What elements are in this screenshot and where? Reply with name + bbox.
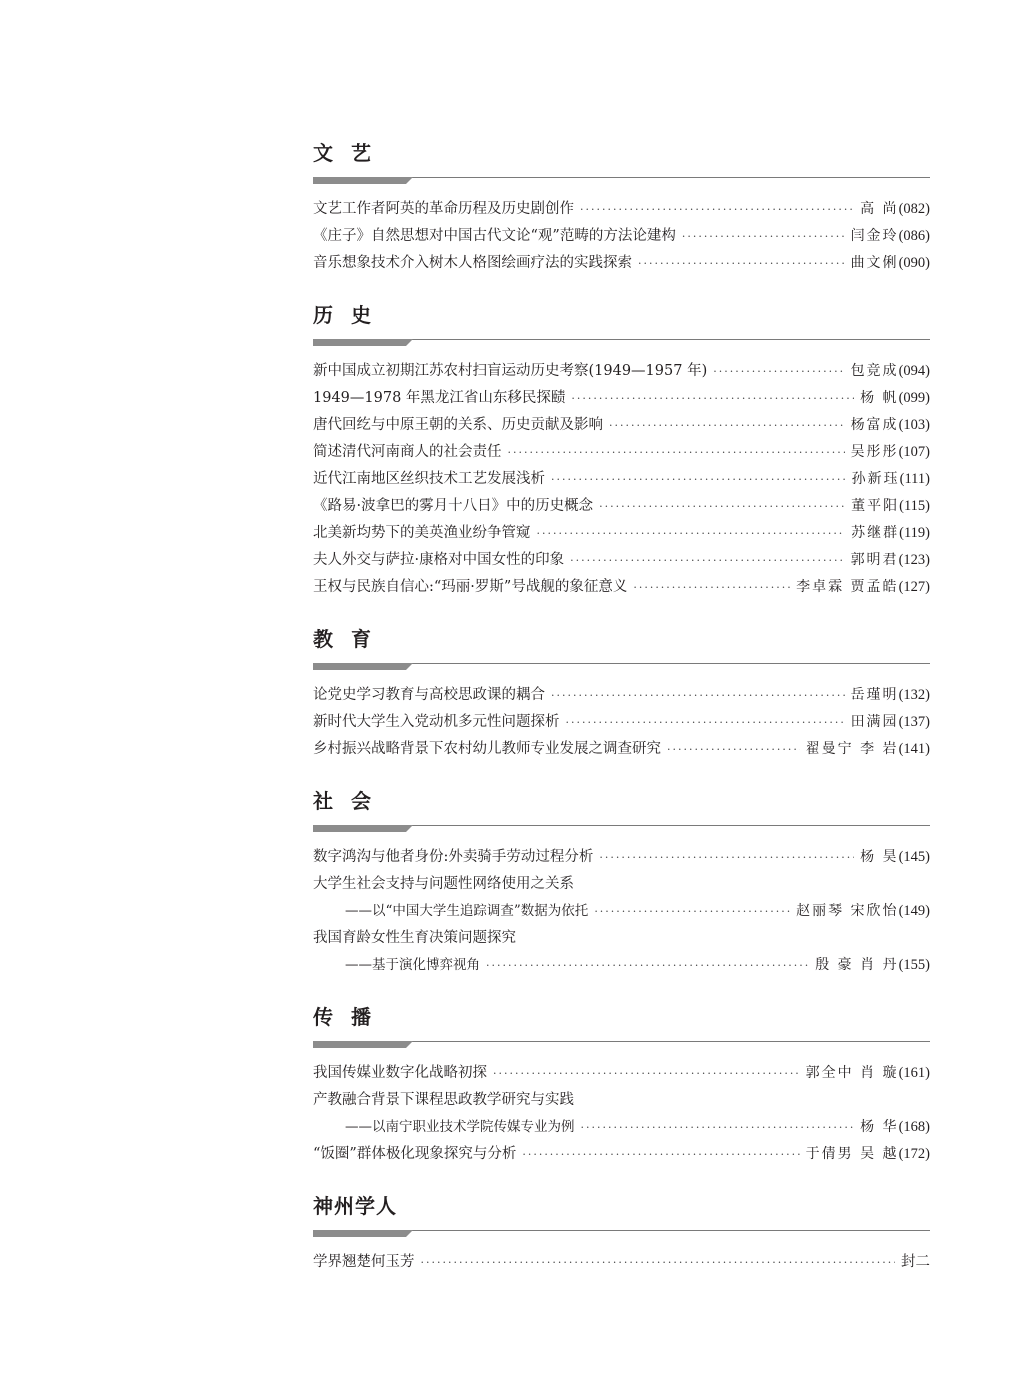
rule-tab bbox=[313, 339, 413, 346]
toc-section bbox=[313, 786, 930, 980]
toc-entry bbox=[313, 926, 930, 953]
toc-entry bbox=[313, 710, 930, 737]
toc-entry bbox=[313, 386, 930, 413]
entry-authors: 郭全中 肖 璇 bbox=[805, 1065, 899, 1081]
leader-dots bbox=[537, 527, 846, 540]
section-title: 历史 bbox=[313, 303, 389, 327]
entry-title: 大学生社会支持与问题性网络使用之关系 bbox=[313, 876, 574, 892]
entry-authors: 包竞成 bbox=[850, 363, 899, 379]
rule-tab bbox=[313, 1230, 413, 1237]
entry-title: 1949—1978 年黑龙江省山东移民探赜 bbox=[313, 390, 566, 406]
toc-entry bbox=[313, 521, 930, 548]
entry-authors: 杨富成 bbox=[850, 417, 899, 433]
leader-dots bbox=[571, 392, 854, 405]
entry-page: ( 119 ) bbox=[899, 525, 930, 542]
rule-tab bbox=[313, 663, 413, 670]
entry-title: 新时代大学生入党动机多元性问题探析 bbox=[313, 714, 560, 730]
toc-entry bbox=[313, 737, 930, 764]
entry-authors: 闫金玲 bbox=[850, 228, 899, 244]
section-rule bbox=[313, 825, 930, 833]
entry-page: ( 155 ) bbox=[899, 957, 930, 974]
entry-authors: 翟曼宁 李 岩 bbox=[805, 741, 899, 757]
entry-page: ( 107 ) bbox=[899, 444, 930, 461]
entry-title: “饭圈”群体极化现象探究与分析 bbox=[313, 1146, 517, 1162]
leader-dots bbox=[633, 581, 790, 594]
entry-page: ( 082 ) bbox=[899, 201, 930, 218]
entry-title: 音乐想象技术介入树木人格图绘画疗法的实践探索 bbox=[313, 255, 632, 271]
entry-title: 王权与民族自信心:“玛丽·罗斯”号战舰的象征意义 bbox=[313, 579, 628, 595]
section-title: 文艺 bbox=[313, 141, 389, 165]
toc-entry bbox=[313, 953, 930, 980]
section-rule bbox=[313, 339, 930, 347]
toc-entry bbox=[313, 872, 930, 899]
entry-title: 《庄子》自然思想对中国古代文论“观”范畴的方法论建构 bbox=[313, 228, 676, 244]
section-title: 教育 bbox=[313, 627, 389, 651]
toc-entry bbox=[313, 494, 930, 521]
leader-dots bbox=[682, 230, 845, 243]
entry-authors: 杨 帆 bbox=[860, 390, 899, 406]
entry-title: 乡村振兴战略背景下农村幼儿教师专业发展之调查研究 bbox=[313, 741, 661, 757]
entry-title: 简述清代河南商人的社会责任 bbox=[313, 444, 502, 460]
leader-dots bbox=[551, 689, 845, 702]
entry-page: ( 149 ) bbox=[899, 903, 930, 920]
toc-entry bbox=[313, 467, 930, 494]
rule-tab bbox=[313, 1041, 413, 1048]
toc-entry bbox=[313, 683, 930, 710]
toc-entry bbox=[313, 197, 930, 224]
entry-authors: 杨 昊 bbox=[860, 849, 899, 865]
leader-dots bbox=[667, 743, 800, 756]
entry-page: 封二 bbox=[901, 1254, 930, 1270]
section-title: 神州学人 bbox=[313, 1194, 397, 1218]
entry-page: ( 115 ) bbox=[899, 498, 930, 515]
entry-page: ( 168 ) bbox=[899, 1119, 930, 1136]
section-rule bbox=[313, 1041, 930, 1049]
entry-authors: 苏继群 bbox=[851, 525, 900, 541]
entry-authors: 岳瑾明 bbox=[850, 687, 899, 703]
entry-authors: 曲文俐 bbox=[850, 255, 899, 271]
entry-title: 近代江南地区丝织技术工艺发展浅析 bbox=[313, 471, 545, 487]
entry-title: 我国传媒业数字化战略初探 bbox=[313, 1065, 487, 1081]
entry-title: 产教融合背景下课程思政教学研究与实践 bbox=[313, 1092, 574, 1108]
entry-title: 论党史学习教育与高校思政课的耦合 bbox=[313, 687, 545, 703]
table-of-contents bbox=[313, 138, 930, 1299]
entry-page: ( 127 ) bbox=[899, 579, 930, 596]
leader-dots bbox=[486, 959, 809, 972]
entry-title: ——基于演化博弈视角 bbox=[345, 957, 480, 973]
entry-authors: 田满园 bbox=[850, 714, 899, 730]
toc-entry bbox=[313, 251, 930, 278]
leader-dots bbox=[493, 1067, 800, 1080]
leader-dots bbox=[638, 257, 845, 270]
rule-tab bbox=[313, 177, 413, 184]
toc-entry bbox=[313, 413, 930, 440]
entry-authors: 吴彤彤 bbox=[850, 444, 899, 460]
leader-dots bbox=[551, 473, 846, 486]
section-rule bbox=[313, 177, 930, 185]
section-rule bbox=[313, 663, 930, 671]
toc-section bbox=[313, 624, 930, 764]
toc-section bbox=[313, 300, 930, 602]
entry-page: ( 090 ) bbox=[899, 255, 930, 272]
toc-entry bbox=[313, 440, 930, 467]
leader-dots bbox=[609, 419, 845, 432]
entry-authors: 杨 华 bbox=[860, 1119, 899, 1135]
entry-page: ( 099 ) bbox=[899, 390, 930, 407]
entry-page: ( 123 ) bbox=[899, 552, 930, 569]
entry-title: 新中国成立初期江苏农村扫盲运动历史考察(1949—1957 年) bbox=[313, 363, 708, 379]
entry-page: ( 145 ) bbox=[899, 849, 930, 866]
entry-authors: 殷 豪 肖 丹 bbox=[815, 957, 899, 973]
entry-authors: 郭明君 bbox=[850, 552, 899, 568]
leader-dots bbox=[566, 716, 845, 729]
entry-authors: 李卓霖 贾孟皓 bbox=[796, 579, 899, 595]
leader-dots bbox=[581, 1121, 855, 1134]
leader-dots bbox=[713, 365, 844, 378]
entry-authors: 于倩男 吴 越 bbox=[805, 1146, 899, 1162]
entry-title: 唐代回纥与中原王朝的关系、历史贡献及影响 bbox=[313, 417, 603, 433]
entry-title: ——以南宁职业技术学院传媒专业为例 bbox=[345, 1119, 575, 1135]
entry-authors: 董平阳 bbox=[851, 498, 900, 514]
entry-title: 数字鸿沟与他者身份:外卖骑手劳动过程分析 bbox=[313, 849, 594, 865]
toc-section bbox=[313, 138, 930, 278]
entry-page: ( 161 ) bbox=[899, 1065, 930, 1082]
entry-page: ( 094 ) bbox=[899, 363, 930, 380]
leader-dots bbox=[421, 1256, 896, 1269]
entry-page: ( 172 ) bbox=[899, 1146, 930, 1163]
section-title: 社会 bbox=[313, 789, 389, 813]
leader-dots bbox=[599, 851, 854, 864]
leader-dots bbox=[580, 203, 854, 216]
toc-entry bbox=[313, 224, 930, 251]
entry-page: ( 132 ) bbox=[899, 687, 930, 704]
entry-page: ( 111 ) bbox=[900, 471, 930, 488]
entry-page: ( 141 ) bbox=[899, 741, 930, 758]
toc-entry bbox=[313, 845, 930, 872]
entry-authors: 孙新珏 bbox=[851, 471, 900, 487]
entry-title: 学界翘楚何玉芳 bbox=[313, 1254, 415, 1270]
rule-tab bbox=[313, 825, 413, 832]
entry-authors: 高 尚 bbox=[860, 201, 899, 217]
toc-entry bbox=[313, 1250, 930, 1277]
toc-entry bbox=[313, 1061, 930, 1088]
entry-title: 文艺工作者阿英的革命历程及历史剧创作 bbox=[313, 201, 574, 217]
entry-title: 《路易·波拿巴的雾月十八日》中的历史概念 bbox=[313, 498, 594, 514]
toc-entry bbox=[313, 575, 930, 602]
toc-entry bbox=[313, 899, 930, 926]
section-rule bbox=[313, 1230, 930, 1238]
entry-title: ——以“中国大学生追踪调查”数据为依托 bbox=[345, 903, 589, 919]
entry-title: 北美新均势下的美英渔业纷争管窥 bbox=[313, 525, 531, 541]
leader-dots bbox=[522, 1148, 799, 1161]
toc-entry bbox=[313, 359, 930, 386]
entry-title: 夫人外交与萨拉·康格对中国女性的印象 bbox=[313, 552, 565, 568]
toc-entry bbox=[313, 1115, 930, 1142]
toc-section bbox=[313, 1191, 930, 1277]
entry-page: ( 103 ) bbox=[899, 417, 930, 434]
entry-page: ( 086 ) bbox=[899, 228, 930, 245]
entry-title: 我国育龄女性生育决策问题探究 bbox=[313, 930, 516, 946]
toc-entry bbox=[313, 548, 930, 575]
section-title: 传播 bbox=[313, 1005, 389, 1029]
entry-authors: 赵丽琴 宋欣怡 bbox=[796, 903, 899, 919]
toc-entry bbox=[313, 1142, 930, 1169]
entry-page: ( 137 ) bbox=[899, 714, 930, 731]
leader-dots bbox=[508, 446, 845, 459]
toc-entry bbox=[313, 1088, 930, 1115]
leader-dots bbox=[599, 500, 845, 513]
leader-dots bbox=[570, 554, 844, 567]
leader-dots bbox=[594, 905, 790, 918]
toc-section bbox=[313, 1002, 930, 1169]
